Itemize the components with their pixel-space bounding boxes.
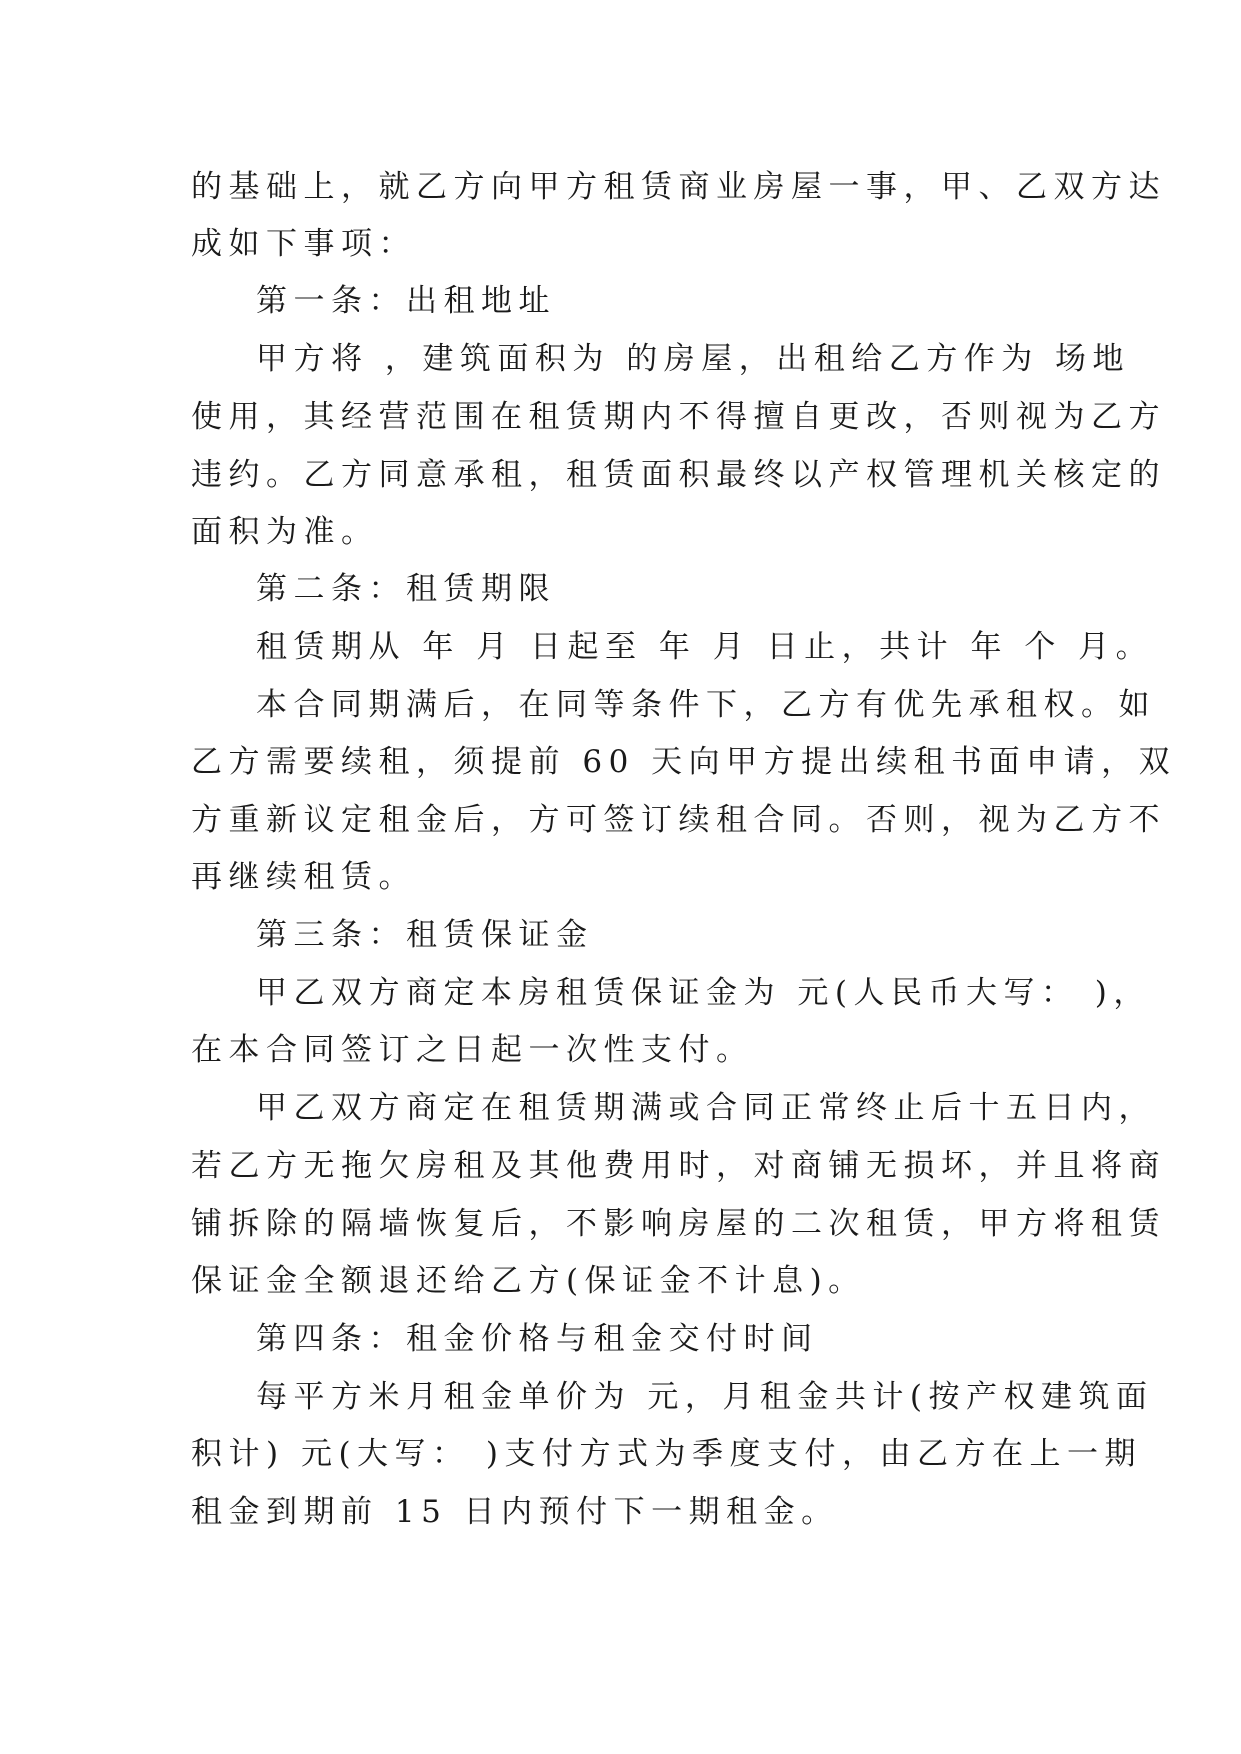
text-line: 若乙方无拖欠房租及其他费用时，对商铺无损坏，并且将商 (191, 1148, 1166, 1184)
text-line: 甲乙双方商定本房租赁保证金为 元(人民币大写： )， (256, 975, 1151, 1011)
text-line: 再继续租赁。 (191, 859, 416, 895)
text-line: 租赁期从 年 月 日起至 年 月 日止，共计 年 个 月。 (256, 629, 1154, 665)
text-line: 每平方米月租金单价为 元，月租金共计(按产权建筑面 (256, 1379, 1154, 1415)
section-heading: 第三条：租赁保证金 (256, 917, 594, 953)
text-line: 方重新议定租金后，方可签订续租合同。否则，视为乙方不 (191, 802, 1166, 838)
section-heading: 第一条：出租地址 (256, 283, 556, 319)
section-heading: 第四条：租金价格与租金交付时间 (256, 1321, 819, 1357)
text-line: 甲方将 ，建筑面积为 的房屋，出租给乙方作为 场地 (256, 341, 1131, 377)
text-line: 乙方需要续租，须提前 60 天向甲方提出续租书面申请，双 (191, 744, 1177, 780)
text-line: 铺拆除的隔墙恢复后，不影响房屋的二次租赁，甲方将租赁 (191, 1206, 1166, 1242)
text-line: 甲乙双方商定在租赁期满或合同正常终止后十五日内， (256, 1090, 1156, 1126)
text-line: 面积为准。 (191, 514, 379, 550)
text-line: 本合同期满后，在同等条件下，乙方有优先承租权。如 (256, 687, 1156, 723)
text-line: 租金到期前 15 日内预付下一期租金。 (191, 1494, 839, 1530)
section-heading: 第二条：租赁期限 (256, 571, 556, 607)
text-line: 违约。乙方同意承租，租赁面积最终以产权管理机关核定的 (191, 457, 1166, 493)
text-line: 积计) 元(大写： )支付方式为季度支付，由乙方在上一期 (191, 1436, 1142, 1472)
text-line: 成如下事项： (191, 226, 416, 262)
text-line: 在本合同签订之日起一次性支付。 (191, 1032, 754, 1068)
text-line: 的基础上，就乙方向甲方租赁商业房屋一事，甲、乙双方达 (191, 169, 1166, 205)
text-line: 使用，其经营范围在租赁期内不得擅自更改，否则视为乙方 (191, 399, 1166, 435)
text-line: 保证金全额退还给乙方(保证金不计息)。 (191, 1263, 866, 1299)
